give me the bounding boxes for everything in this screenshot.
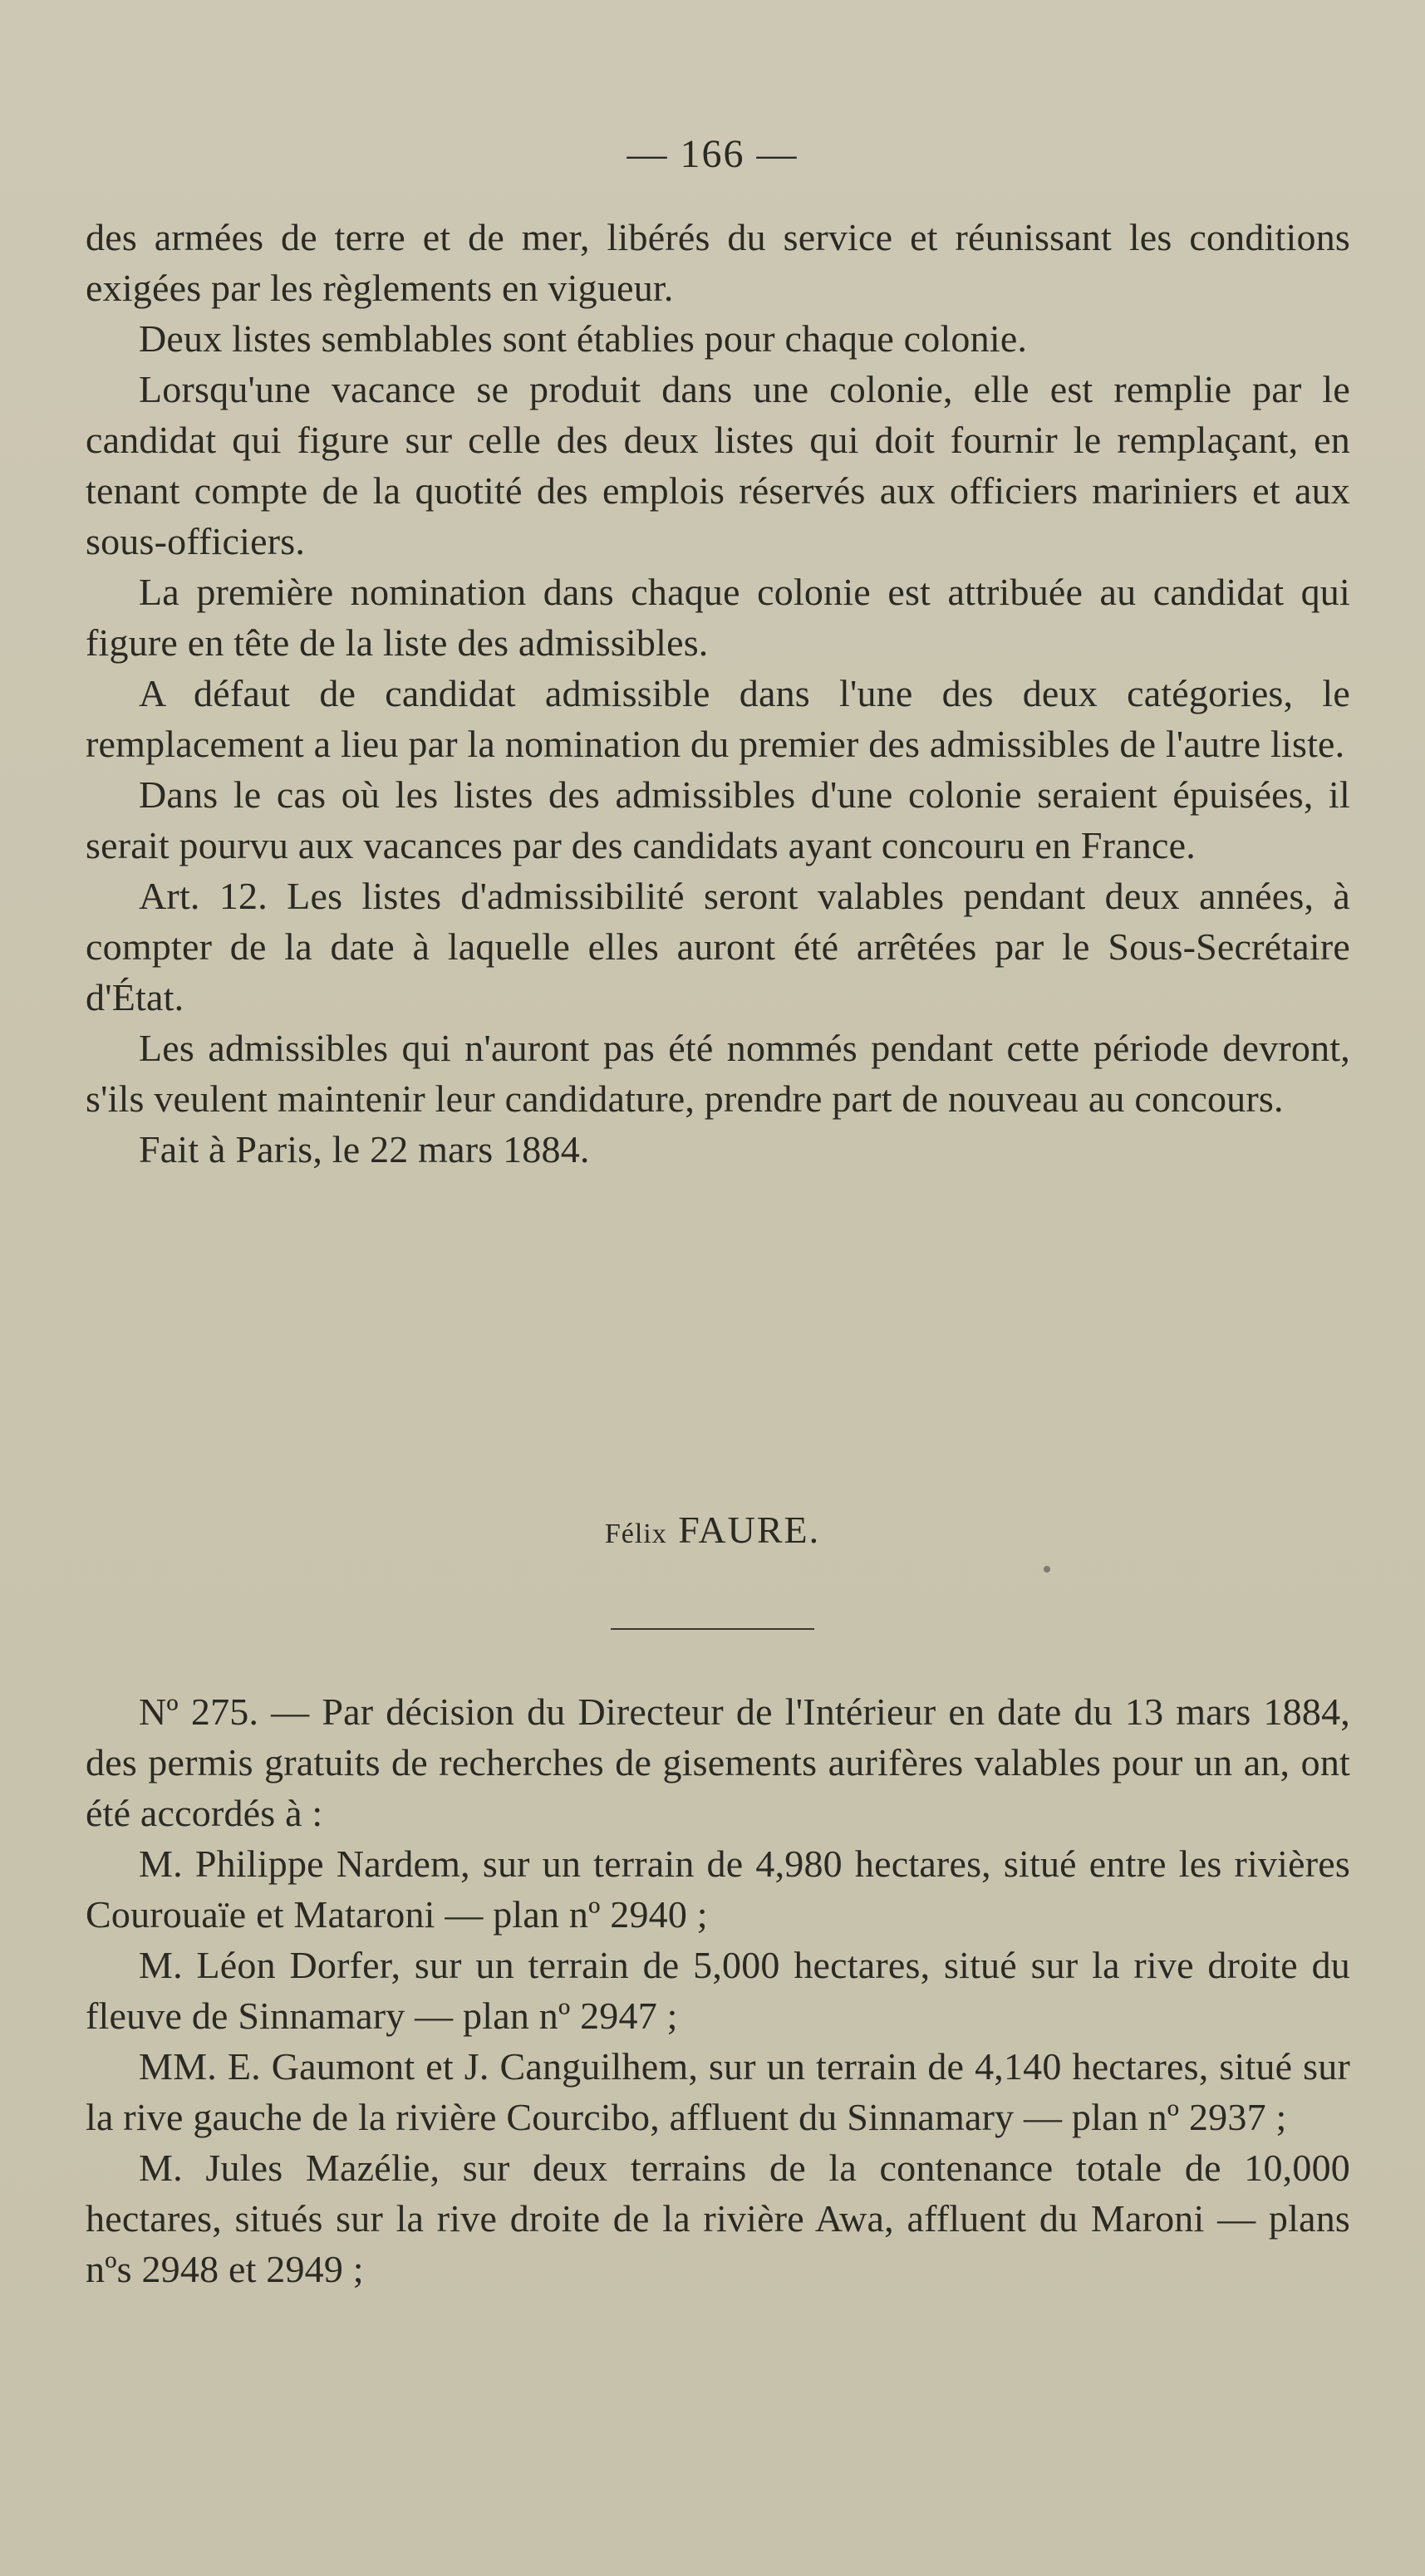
paragraph-exhausted-lists: Dans le cas où les listes des admissibles d'une colonie seraient épuisées, il serait pourvu aux vacances par des candidats ayant concouru en France. [86,773,1350,866]
paragraph-two-lists: Deux listes semblables sont établies pour chaque colonie. [139,317,1028,360]
decree-text [86,212,1350,1175]
signature-first-name: Félix [604,1519,667,1549]
permit-entry-dorfer: M. Léon Dorfer, sur un terrain de 5,000 hectares, situé sur la rive droite du fleuve de Sinnamary — plan nº 2947 ; [86,1944,1350,2037]
paragraph-default-candidate: A défaut de candidat admissible dans l'une des deux catégories, le remplacement a lieu par la nomination du premier des admissibles de l'autre liste. [86,672,1350,765]
page-number: — 166 — [627,132,798,176]
permit-entry-nardem: M. Philippe Nardem, sur un terrain de 4,980 hectares, situé entre les rivières Courouaïe et Mataroni — plan nº 2940 ; [86,1842,1350,1936]
paragraph-not-appointed: Les admissibles qui n'auront pas été nommés pendant cette période devront, s'ils veulent maintenir leur candidature, prendre part de nouveau au concours. [86,1027,1350,1120]
permit-entry-mazelie: M. Jules Mazélie, sur deux terrains de la contenance totale de 10,000 hectares, situés sur la rive droite de la rivière Awa, affluent du Maroni — plans nºs 2948 et 2949 ; [86,2147,1350,2290]
signature [0,1508,1425,1552]
paragraph-first-nomination: La première nomination dans chaque colonie est attribuée au candidat qui figure en tête de la liste des admissibles. [86,571,1350,664]
paragraph-article-12: Art. 12. Les listes d'admissibilité seront valables pendant deux années, à compter de la date à laquelle elles auront été arrêtées par le Sous-Secrétaire d'État. [86,875,1350,1018]
section-divider [611,1628,814,1630]
paragraph-vacancy: Lorsqu'une vacance se produit dans une colonie, elle est remplie par le candidat qui figure sur celle des deux listes qui doit fournir le remplaçant, en tenant compte de la quotité des emplois réservés aux officiers mariniers et aux sous-officiers. [86,368,1350,562]
ink-spot [1044,1566,1050,1573]
permits-text [86,1686,1350,2294]
paragraph-decision-275: Nº 275. — Par décision du Directeur de l'Intérieur en date du 13 mars 1884, des permis gratuits de recherches de gisements aurifères valables pour un an, ont été accordés à : [86,1690,1350,1834]
signature-last-name: FAURE. [678,1509,821,1551]
permit-entry-gaumont-canguilhem: MM. E. Gaumont et J. Canguilhem, sur un terrain de 4,140 hectares, situé sur la rive gauche de la rivière Courcibo, affluent du Sinnamary — plan nº 2937 ; [86,2045,1350,2138]
date-line: Fait à Paris, le 22 mars 1884. [139,1128,590,1170]
paragraph-continuation: des armées de terre et de mer, libérés du service et réunissant les conditions exigées par les règlements en vigueur. [86,216,1350,309]
